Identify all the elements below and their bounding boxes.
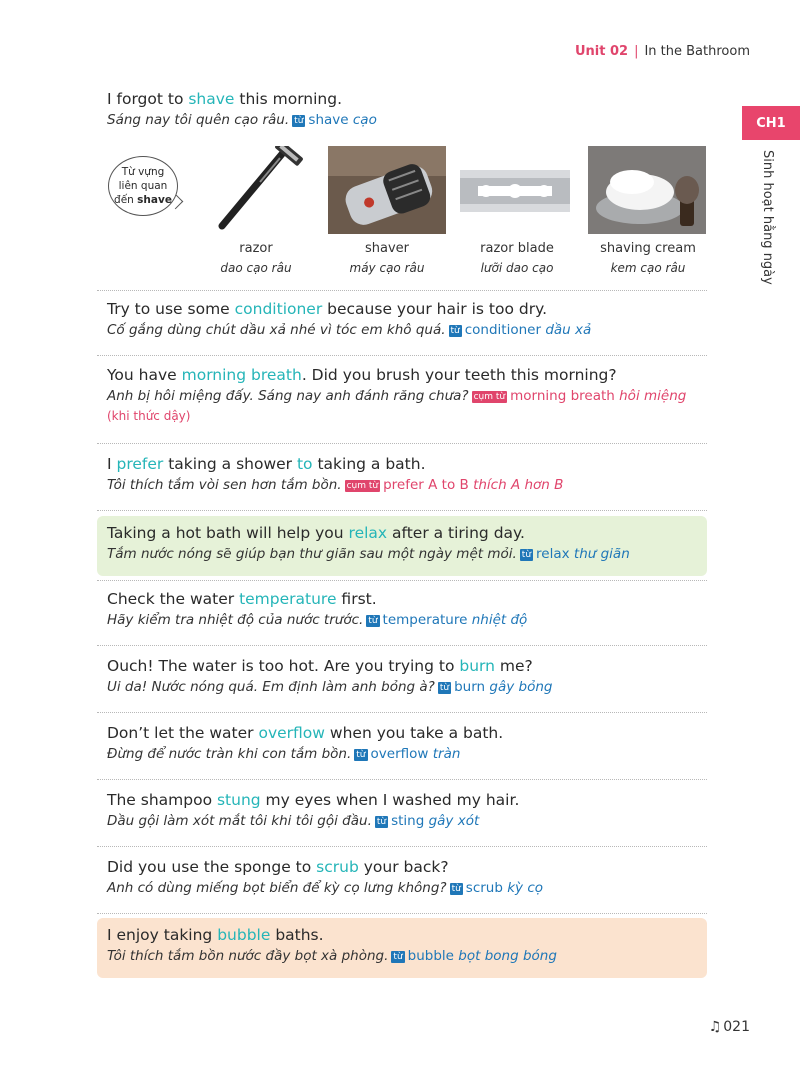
page-number: ♫ 021: [708, 1019, 750, 1035]
vietnamese-sentence: Hãy kiểm tra nhiệt độ của nước trước. từ temperature nhiệt độ: [107, 612, 528, 628]
vocab-meaning: gây xót: [428, 813, 480, 829]
vietnamese-sentence: Anh có dùng miếng bọt biển để kỳ cọ lưng không? từ scrub kỳ cọ: [107, 880, 544, 896]
word-tag: từ: [356, 750, 366, 760]
vietnamese-sentence: Anh bị hôi miệng đấy. Sáng nay anh đánh răng chưa? cụm từ morning breath hôi miệng (khi thức dậy): [107, 388, 687, 423]
sentence-entry: [97, 722, 707, 780]
vocab-meaning: tràn: [432, 746, 461, 762]
vocab-meaning: thích A hơn B: [473, 477, 564, 493]
chapter-vertical-title: Sinh hoạt hằng ngày: [760, 150, 775, 285]
caption-shaver: shaver máy cạo râu: [349, 241, 425, 275]
vocab-word: prefer A to B: [383, 477, 469, 493]
keyword-highlight: morning breath: [181, 366, 302, 384]
english-sentence: Taking a hot bath will help you relax after a tiring day.: [107, 524, 525, 542]
sentence-entry: [97, 364, 707, 444]
word-tag: từ: [439, 683, 450, 693]
english-sentence: Did you use the sponge to scrub your back?: [107, 858, 449, 876]
word-tag: từ: [451, 884, 461, 894]
vocab-meaning: hôi miệng: [619, 388, 687, 404]
divider: [97, 290, 707, 291]
vocab-word: shave: [308, 112, 349, 128]
unit-title: In the Bathroom: [644, 44, 750, 59]
razor-blade-image: [456, 146, 574, 234]
page-header: [575, 44, 750, 59]
sentence-entry: [97, 856, 707, 914]
vietnamese-sentence: Tôi thích tắm vòi sen hơn tắm bồn. cụm từ prefer A to B thích A hơn B: [107, 477, 564, 493]
vocab-meaning: cạo: [352, 112, 377, 128]
vocab-word: temperature: [382, 612, 468, 628]
vocab-note: (khi thức dậy): [107, 409, 191, 423]
phrase-tag: cụm từ: [473, 392, 506, 402]
keyword-highlight: prefer: [116, 455, 164, 473]
vocab-meaning: dầu xả: [545, 322, 592, 338]
shaving-cream-image: [588, 146, 706, 234]
music-note-icon[interactable]: ♫: [708, 1019, 722, 1035]
keyword-highlight-2: to: [296, 455, 313, 473]
word-tag: từ: [450, 326, 460, 336]
english-sentence: Try to use some conditioner because your hair is too dry.: [107, 300, 547, 318]
vocab-meaning: thư giãn: [573, 546, 630, 562]
keyword-highlight: conditioner: [234, 300, 323, 318]
vocab-word: sting: [391, 813, 425, 829]
vocab-word: burn: [454, 679, 486, 695]
vocab-word: conditioner: [464, 322, 542, 338]
shaver-image: [328, 146, 446, 234]
english-sentence: I forgot to shave this morning.: [107, 90, 343, 108]
sentence-entry: [97, 789, 707, 847]
word-tag: từ: [521, 550, 532, 560]
vocab-word: relax: [536, 546, 570, 562]
keyword-highlight: relax: [348, 524, 388, 542]
chapter-tab: CH1: [742, 106, 800, 140]
phrase-tag: cụm từ: [346, 481, 379, 491]
vocab-word: morning breath: [510, 388, 615, 404]
english-sentence: Don’t let the water overflow when you take a bath.: [107, 724, 504, 742]
english-sentence: Ouch! The water is too hot. Are you trying to burn me?: [107, 657, 533, 675]
unit-label: Unit 02: [574, 44, 629, 59]
keyword-highlight: bubble: [217, 926, 271, 944]
vocab-meaning: nhiệt độ: [471, 612, 528, 628]
vietnamese-sentence: Cố gắng dùng chút dầu xả nhé vì tóc em khô quá. từ conditioner dầu xả: [107, 322, 592, 338]
word-tag: từ: [393, 952, 403, 962]
keyword-highlight: burn: [459, 657, 495, 675]
vocab-meaning: gây bỏng: [489, 679, 553, 695]
sentence-entry: [97, 298, 707, 356]
sentence-entry: [97, 453, 707, 511]
highlighted-entry: [97, 918, 707, 978]
related-vocab-bubble: Từ vựng liên quan đến shave: [108, 156, 178, 216]
english-sentence: Check the water temperature first.: [107, 590, 377, 608]
vietnamese-sentence: Ui da! Nước nóng quá. Em định làm anh bỏng à? từ burn gây bỏng: [107, 679, 553, 695]
sentence-entry: [97, 655, 707, 713]
vietnamese-sentence: Đừng để nước tràn khi con tắm bồn. từ overflow tràn: [107, 746, 461, 762]
caption-shaving-cream: shaving cream kem cạo râu: [600, 241, 696, 275]
divider: [97, 580, 707, 581]
intro-entry: [97, 88, 707, 130]
word-tag: từ: [376, 817, 387, 827]
vocab-word: bubble: [407, 948, 454, 964]
razor-image: [210, 146, 328, 234]
caption-razor: razor dao cạo râu: [220, 241, 292, 275]
english-sentence: I prefer taking a shower to taking a bath.: [107, 455, 426, 473]
vocab-word: overflow: [370, 746, 429, 762]
vocab-meaning: bọt bong bóng: [458, 948, 557, 964]
vocab-word: scrub: [465, 880, 503, 896]
keyword-highlight: stung: [216, 791, 261, 809]
vietnamese-sentence: Tôi thích tắm bồn nước đầy bọt xà phòng. từ bubble bọt bong bóng: [107, 948, 557, 964]
english-sentence: The shampoo stung my eyes when I washed my hair.: [107, 791, 520, 809]
keyword-highlight: scrub: [316, 858, 359, 876]
highlighted-entry: [97, 516, 707, 576]
vietnamese-sentence: Tắm nước nóng sẽ giúp bạn thư giãn sau một ngày mệt mỏi. từ relax thư giãn: [107, 546, 630, 562]
keyword-highlight: temperature: [239, 590, 337, 608]
keyword-highlight: overflow: [258, 724, 325, 742]
vietnamese-sentence: Dầu gội làm xót mắt tôi khi tôi gội đầu. từ sting gây xót: [107, 813, 480, 829]
english-sentence: I enjoy taking bubble baths.: [107, 926, 324, 944]
word-tag: từ: [368, 616, 378, 626]
caption-razor-blade: razor blade lưỡi dao cạo: [480, 241, 554, 275]
vietnamese-sentence: Sáng nay tôi quên cạo râu. từ shave cạo: [107, 112, 377, 128]
vocab-meaning: kỳ cọ: [507, 880, 544, 896]
sentence-entry: [97, 588, 707, 646]
english-sentence: You have morning breath. Did you brush your teeth this morning?: [107, 366, 617, 384]
header-separator: |: [634, 44, 639, 59]
keyword-highlight: shave: [188, 90, 235, 108]
word-tag: từ: [294, 116, 304, 126]
